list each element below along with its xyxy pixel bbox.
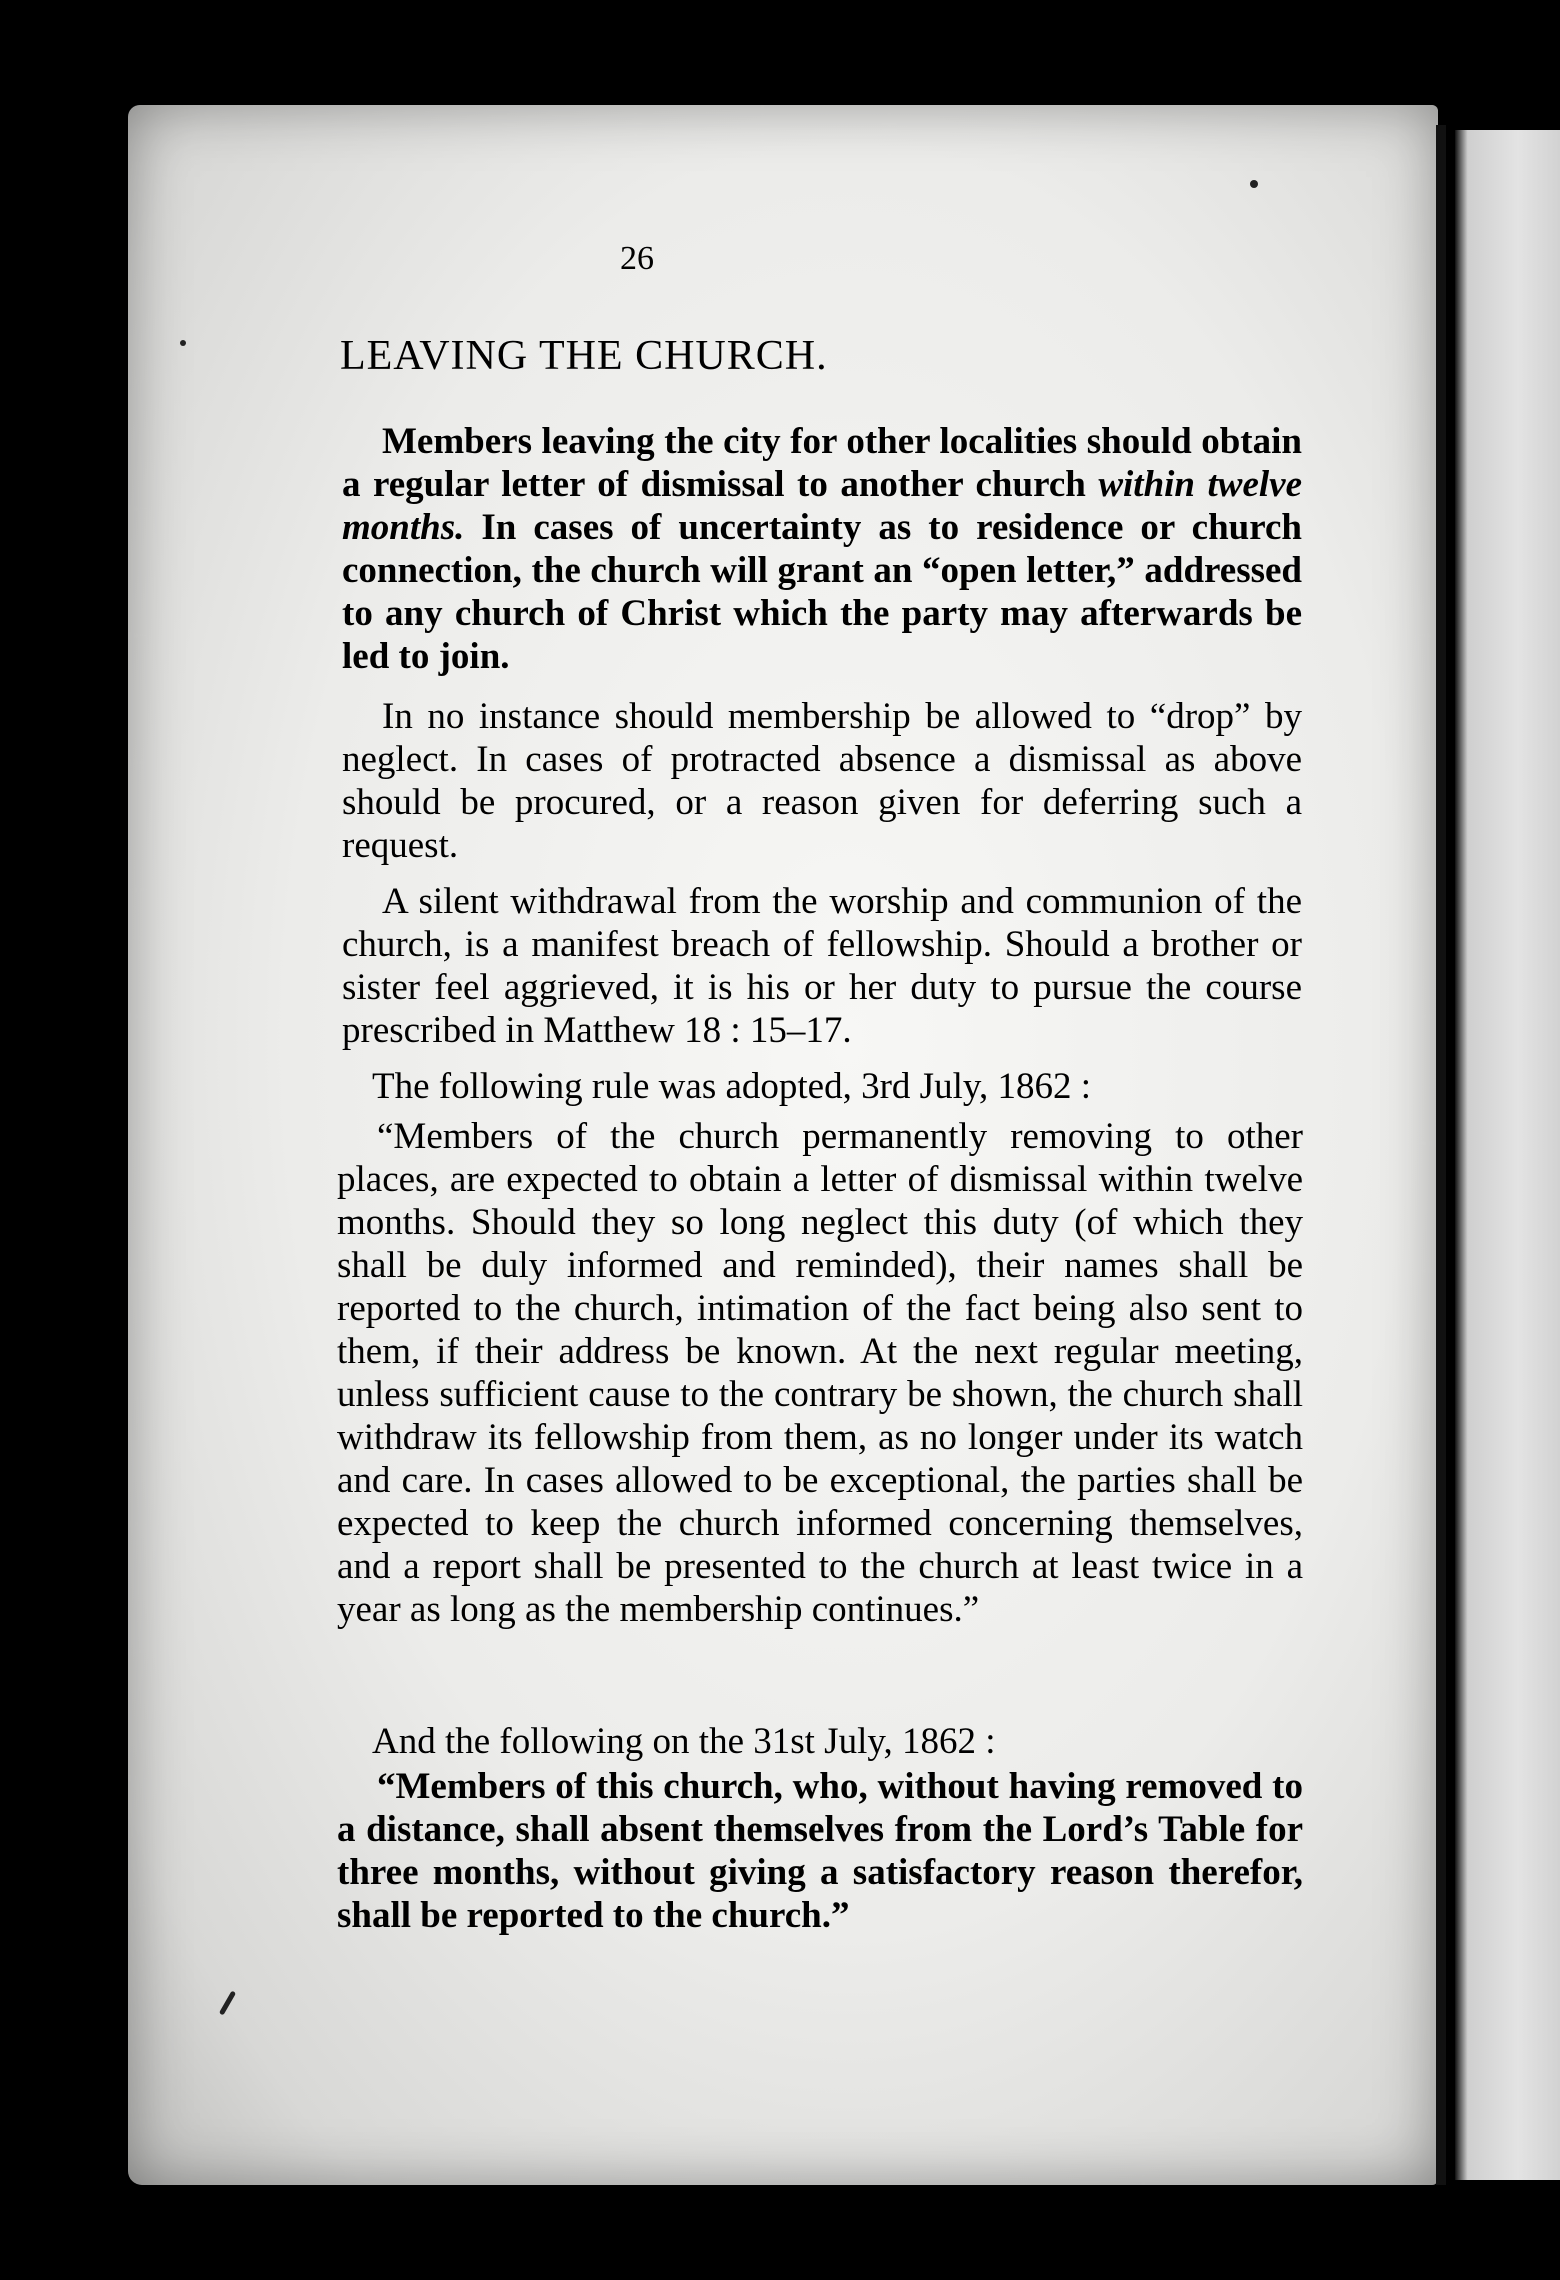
adjacent-page-edge <box>1455 130 1560 2180</box>
emphasis-text: within twelve months. <box>342 464 1302 548</box>
quote-rule-1862-july-31: “Members of this church, who, without having removed to a distance, shall absent themselves from the Lord’s Table for three months, without giving a satisfactory reason therefor, shall be reported to the church.” <box>337 1766 1303 1936</box>
page-number: 26 <box>620 240 654 277</box>
paragraph-rule-intro-2: And the following on the 31st July, 1862 : <box>372 1721 996 1762</box>
paragraph-silent-withdrawal: A silent withdrawal from the worship and communion of the church, is a manifest breach of fellowship. Should a brother or sister feel aggrieved, it is his or her duty to pursue the course prescribed in Matthew 18 : 15–17. <box>342 881 1302 1051</box>
scan-speck <box>180 340 186 346</box>
paragraph-text: Members leaving the city for other localities should obtain a regular letter of dismissal to another church <box>342 421 1302 505</box>
page-title: LEAVING THE CHURCH. <box>340 333 828 379</box>
paragraph-rule-intro-1: The following rule was adopted, 3rd July, 1862 : <box>372 1066 1091 1107</box>
paragraph-membership-drop: In no instance should membership be allowed to “drop” by neglect. In cases of protracted absence a dismissal as above should be procured, or a reason given for deferring such a request. <box>342 696 1302 866</box>
quote-rule-1862-july-3: “Members of the church permanently removing to other places, are expected to obtain a letter of dismissal within twelve months. Should they so long neglect this duty (of which they shall be duly informed and reminded), their names shall be reported to the church, intimation of the fact being also sent to them, if their address be known. At the next regular meeting, unless sufficient cause to the contrary be shown, the church shall withdraw its fellowship from them, as no longer under its watch and care. In cases allowed to be exceptional, the parties shall be expected to keep the church informed concerning themselves, and a report shall be presented to the church at least twice in a year as long as the membership continues.” <box>337 1116 1303 1630</box>
paragraph-leaving-city <box>342 420 1302 678</box>
page-gutter <box>1436 125 1446 2185</box>
paragraph-text: In cases of uncertainty as to residence or church connection, the church will grant an “open letter,” addressed to any church of Christ which the party may afterwards be led to join. <box>342 507 1302 677</box>
scan-speck <box>1250 180 1258 188</box>
